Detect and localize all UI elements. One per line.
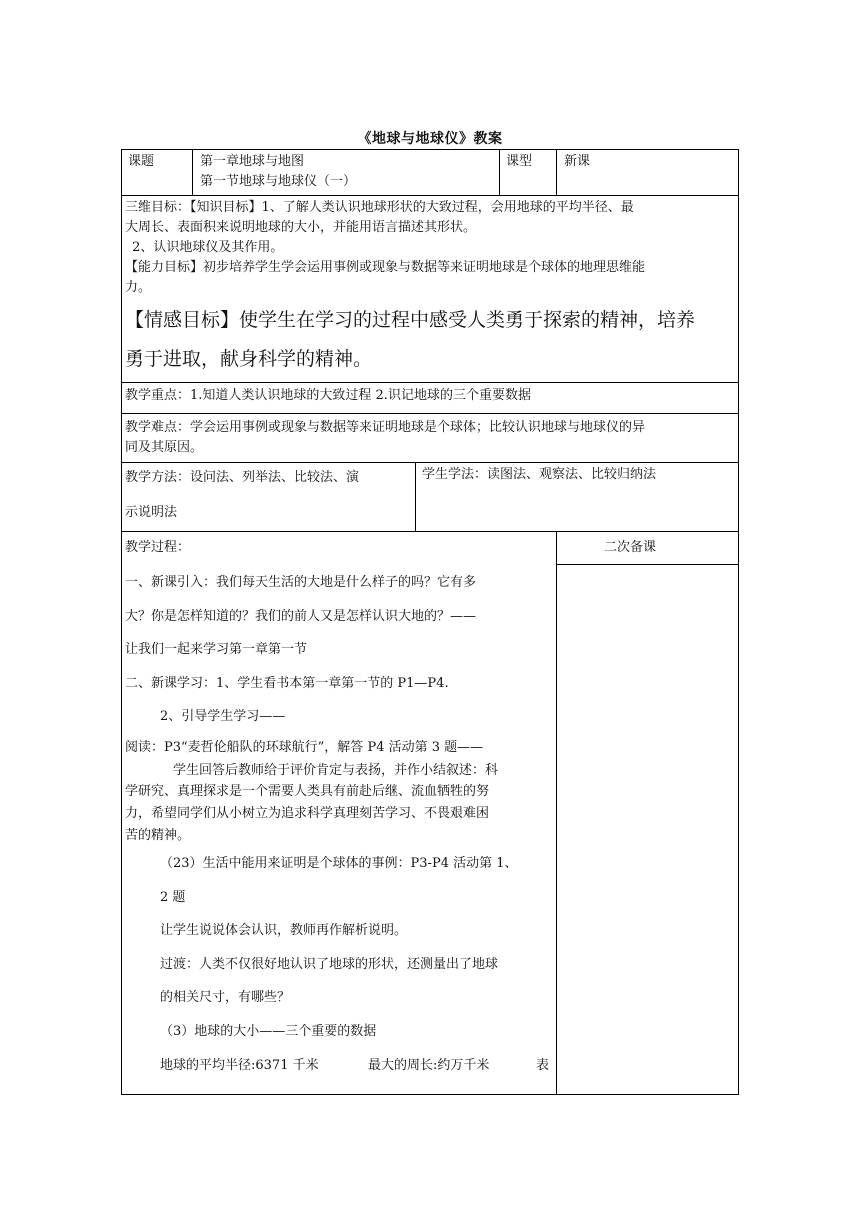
process-p15: 的相关尺寸，有哪些？ <box>160 990 291 1005</box>
process-p8: 学研究、真理探求是一个需要人类具有前赴后继、流血牺牲的努 <box>125 784 490 799</box>
key-points: 教学重点：1.知道人类认识地球的大致过程 2.识记地球的三个重要数据 <box>125 388 531 403</box>
process-p12: 2 题 <box>160 890 186 905</box>
process-p1: 一、新课引入：我们每天生活的大地是什么样子的吗？它有多 <box>125 575 477 590</box>
process-p5: 2、引导学生学习—— <box>160 709 286 724</box>
process-p3: 让我们一起来学习第一章第一节 <box>125 642 308 657</box>
goals-line-3: 2、认识地球仪及其作用。 <box>128 240 284 255</box>
process-p4: 二、新课学习：1、学生看书本第一章第一节的 P1—P4. <box>125 676 449 691</box>
goals-line-1: 三维目标：【知识目标】1、了解人类认识地球形状的大致过程，会用地球的平均半径、最 <box>125 200 634 215</box>
process-p10: 苦的精神。 <box>125 828 191 843</box>
lesson-type-label: 课型 <box>506 154 533 169</box>
chapter-title: 第一章地球与地图 <box>200 154 305 169</box>
learning-methods: 学生学法：读图法、观察法、比较归纳法 <box>422 467 657 482</box>
emotion-goal-line-2: 勇于进取，献身科学的精神。 <box>125 348 373 370</box>
subject-label: 课题 <box>128 154 155 169</box>
process-p16: （3）地球的大小——三个重要的数据 <box>160 1024 377 1039</box>
process-heading: 教学过程： <box>125 540 191 555</box>
teaching-methods-line-1: 教学方法：设问法、列举法、比较法、演 <box>125 470 360 485</box>
secondary-prep-heading: 二次备课 <box>604 540 657 555</box>
goals-line-4: 【能力目标】初步培养学生学会运用事例或现象与数据等来证明地球是个球体的地理思维能 <box>125 260 646 275</box>
goals-line-2: 大周长、表面积来说明地球的大小，并能用语言描述其形状。 <box>125 220 477 235</box>
process-p9: 力，希望同学们从小树立为追求科学真理刻苦学习、不畏艰难困 <box>125 806 490 821</box>
lesson-type-value: 新课 <box>564 154 591 169</box>
emotion-goal-line-1: 【情感目标】使学生在学习的过程中感受人类勇于探索的精神，培养 <box>125 309 696 331</box>
teaching-methods-line-2: 示说明法 <box>125 505 178 520</box>
process-p6: 阅读：P3“麦哲伦船队的环球航行”，解答 P4 活动第 3 题—— <box>125 740 484 755</box>
process-p7: 学生回答后教师给于评价肯定与表扬，并作小结叙述：科 <box>173 763 499 778</box>
earth-surface-label: 表 <box>536 1058 550 1073</box>
process-p13: 让学生说说体会认识，教师再作解析说明。 <box>160 923 408 938</box>
difficulty-line-1: 教学难点：学会运用事例或现象与数据等来证明地球是个球体；比较认识地球与地球仪的异 <box>125 420 646 435</box>
difficulty-line-2: 同及其原因。 <box>125 440 204 455</box>
process-p14: 过渡：人类不仅很好地认识了地球的形状，还测量出了地球 <box>160 957 499 972</box>
earth-circumference: 最大的周长:约万千米 <box>368 1058 490 1073</box>
document-title: 《地球与地球仪》教案 <box>357 131 503 147</box>
goals-line-5: 力。 <box>125 280 152 295</box>
earth-radius: 地球的平均半径:6371 千米 <box>160 1058 319 1073</box>
section-title: 第一节地球与地球仪（一） <box>200 174 357 189</box>
process-p2: 大？你是怎样知道的？我们的前人又是怎样认识大地的？—— <box>125 609 477 624</box>
process-p11: （23）生活中能用来证明是个球体的事例：P3-P4 活动第 1、 <box>160 856 518 871</box>
